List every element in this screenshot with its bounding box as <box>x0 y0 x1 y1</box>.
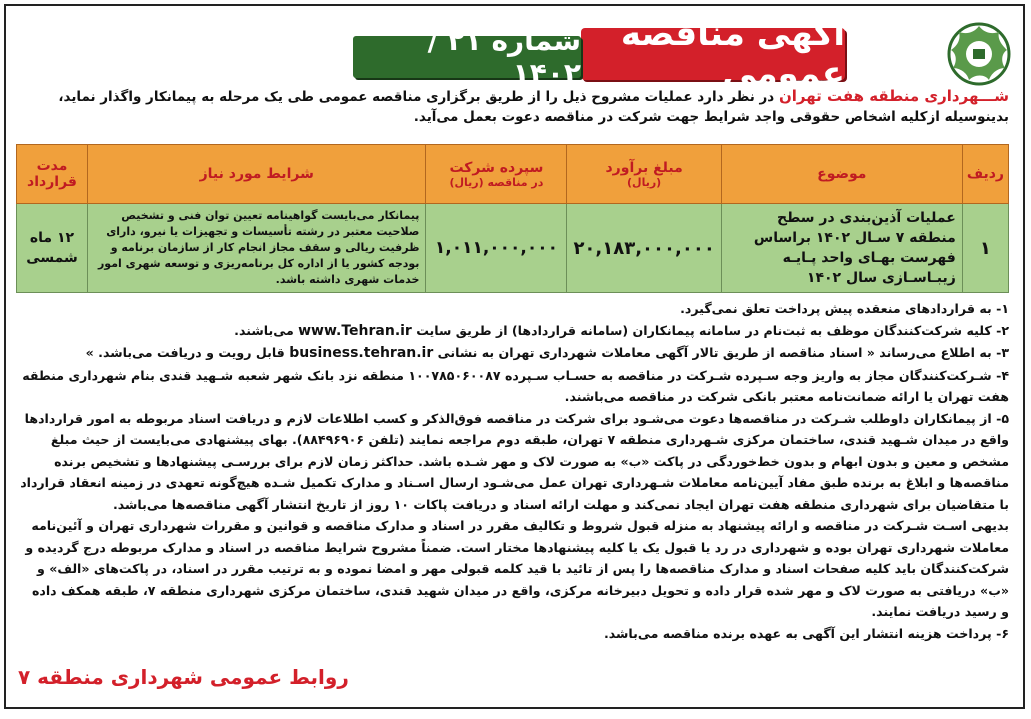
intro-text: در نظر دارد عملیات مشروح ذیل را از طریق برگزاری مناقصه عمومی طی یک مرحله به پیمانکار واگذار نماید، بدینوسیله ازکلیه اشخاص حقوقی واجد شرایط جهت شرکت در مناقصه دعوت بعمل می‌آید. <box>58 89 1009 125</box>
clause-5: ۵- از پیمانکاران داوطلب شـرکت در مناقصه‌ها دعوت می‌شـود برای شرکت در مناقصه فوق‌الذکر و کسب اطلاعات لازم و دریافت اسناد مربوطه به امور قراردادها واقع در میدان شـهید قندی، ساختمان مرکزی شـهرداری منطقه ۷ تهران، طبقه دوم مراجعه نمایند (تلفن ۸۸۴۹۶۹۰۶). بهای پیشنهادی می‌بایست از حیث مبلغ مشخص و معین و بدون ابهام و بدون خط‌خوردگی در پاکت «ب» به صورت لاک و مهر شـده باشد. حداکثر زمان لازم برای بررسـی پیشنهادها و تشخیص برنده مناقصه‌ها و ابلاغ به برنده طبق مفاد آیین‌نامه معاملات شـهرداری تهران عمل می‌شـود ارسال اسـناد و مدارک تکمیل شـده هیچ‌گونه تعهدی در زمینه انعقاد قرارداد با متقاضیان برای شهرداری منطقه هفت تهران ایجاد نمی‌کند و مهلت ارائه اسناد و دریافت پاکات ۱۰ روز از تاریخ انتشار آگهی مناقصه‌ها می‌باشد. <box>20 410 1009 512</box>
tehran-site-link: www.Tehran.ir <box>298 322 412 339</box>
header-deposit-unit: در مناقصه (ریال) <box>449 175 544 189</box>
header-subject: موضوع <box>721 145 962 204</box>
clause-4: ۴- شـرکت‌کنندگان مجاز به واریز وجه سـپرده شـرکت در مناقصه به حسـاب سـپرده ۱۰۰۷۸۵۰۶۰۰۸۷ منطقه نزد بانک شهر شعبه شـهید قندی بنام شهرداری منطقه هفت تهران یا ارائه ضمانت‌نامه معتبر بانکی شرکت در مناقصه می‌باشند. <box>22 367 1009 404</box>
clause-2 <box>20 320 1009 343</box>
clause-3 <box>20 342 1009 365</box>
notice-header <box>16 14 1013 94</box>
clause-1: ۱- به قراردادهای منعقده پیش پرداخت تعلق نمی‌گیرد. <box>680 301 1009 316</box>
clause-6: ۶- پرداخت هزینه انتشار این آگهی به عهده برنده مناقصه می‌باشد. <box>603 625 1009 641</box>
municipality-name: شـــهرداری منطقه هفت تهران <box>778 87 1009 105</box>
notice-number: شماره ۲۱ / ۱۴۰۲ <box>353 36 581 78</box>
tender-notice-page <box>4 4 1025 709</box>
header-deposit <box>426 145 567 204</box>
clause-3-before: ۳- به اطلاع می‌رساند « اسناد مناقصه از طریق تالار آگهی معاملات شهرداری تهران به نشانی <box>433 345 1009 360</box>
cell-conditions: پیمانکار می‌بایست گواهینامه تعیین توان فنی و تشخیص صلاحیت معتبر در رشته تأسیسات و تجهیزات یا نیرو، دارای ظرفیت ریالی و سقف مجاز انجام کار از سازمان برنامه و بودجه کشور یا از اداره کل برنامه‌ریزی و توسعه شهری امور خدمات شهری داشته باشد. <box>88 204 426 293</box>
business-site-link: business.tehran.ir <box>289 345 434 361</box>
clause-notes: بدیهی اسـت شـرکت در مناقصه و ارائه پیشنهاد به منزله قبول شروط و تکالیف مقرر در اسناد و مدارک مناقصه و قوانین و مقررات شهرداری تهران و آئین‌نامه معاملات شهرداری تهران بوده و شهرداری در رد یا قبول یک یا کلیه پیشنهادها مختار است. ضمناً مشروح شرایط مناقصه در اسناد و مدارک مربوطه درج گردیده و شرکت‌کنندگان باید کلیه صفحات اسناد و مدارک مناقصه‌ها را پس از تائید با قید کلمه قبولی مهر و امضا نموده و به ترتیب مقرر در اسناد، در پاکت‌های «الف» و «ب» دریافتی به صورت لاک و مهر شده قرار داده و تحویل دبیرخانه مرکزی، واقع در میدان شهید قندی، ساختمان مرکزی شهرداری منطقه ۷، طبقه همکف داده و رسید دریافت نمایند. <box>25 518 1009 619</box>
header-duration: مدت قرارداد <box>17 145 88 204</box>
header-deposit-label: سپرده شرکت <box>449 159 544 176</box>
tender-table <box>16 144 1009 293</box>
header-row-number: ردیف <box>962 145 1008 204</box>
table-row <box>17 204 1009 293</box>
clause-2-after: می‌باشند. <box>234 322 299 338</box>
cell-deposit: ۱,۰۱۱,۰۰۰,۰۰۰ <box>426 204 567 293</box>
cell-row-number: ۱ <box>962 204 1008 293</box>
public-relations-signature: روابط عمومی شهرداری منطقه ۷ <box>18 665 349 689</box>
header-estimate-label: مبلغ برآورد <box>605 159 683 176</box>
notice-title: آگهی مناقصه عمومی <box>581 28 845 80</box>
clauses-list <box>20 298 1009 644</box>
header-estimate-unit: (ریال) <box>627 175 662 189</box>
intro-paragraph <box>20 86 1009 127</box>
table-header-row <box>17 145 1009 204</box>
cell-duration: ۱۲ ماه شمسی <box>17 204 88 293</box>
cell-subject: عملیات آذین‌بندی در سطح منطقه ۷ سـال ۱۴۰۲ براساس فهرست بهـای واحد پـایـه زیبـاسـازی سال ۱۴۰۲ <box>721 204 962 293</box>
clause-2-before: ۲- کلیه شرکت‌کنندگان موظف به ثبت‌نام در سامانه پیمانکاران (سامانه قراردادها) از طریق سایت <box>411 322 1009 338</box>
municipality-logo-icon <box>945 20 1013 88</box>
clause-3-after: قابل رویت و دریافت می‌باشد. » <box>85 345 290 360</box>
cell-estimate: ۲۰,۱۸۳,۰۰۰,۰۰۰ <box>567 204 721 293</box>
header-conditions: شرایط مورد نیاز <box>88 145 426 204</box>
header-estimate <box>567 145 721 204</box>
